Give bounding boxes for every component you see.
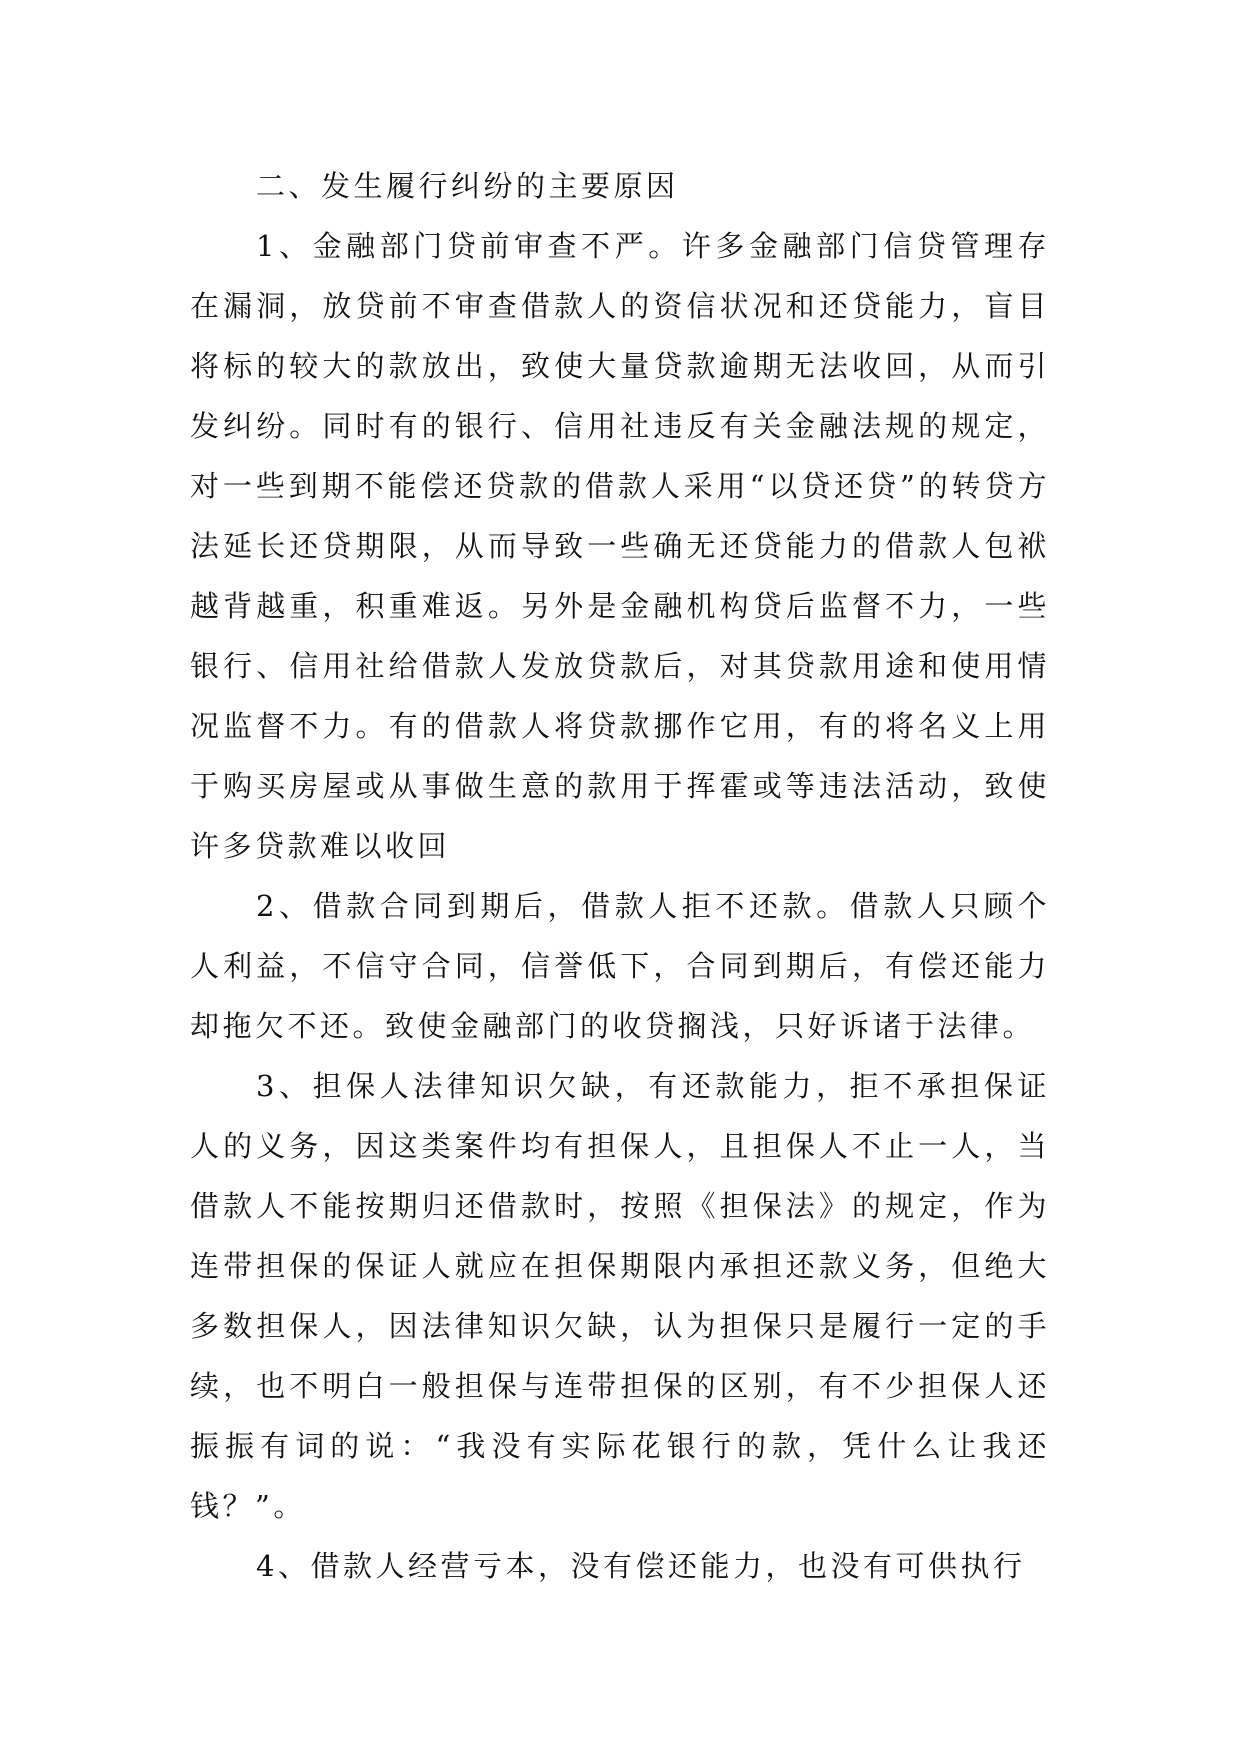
paragraph-4: 4、借款人经营亏本，没有偿还能力，也没有可供执行 — [256, 1549, 1026, 1583]
document-body — [190, 156, 1050, 1596]
section-heading: 二、发生履行纠纷的主要原因 — [256, 169, 679, 203]
paragraph-2: 2、借款合同到期后，借款人拒不还款。借款人只顾个人利益，不信守合同，信誉低下，合同到期后，有偿还能力却拖欠不还。致使金融部门的收贷搁浅，只好诉诸于法律。 — [190, 889, 1050, 1043]
paragraph-3: 3、担保人法律知识欠缺，有还款能力，拒不承担保证人的义务，因这类案件均有担保人，且担保人不止一人，当借款人不能按期归还借款时，按照《担保法》的规定，作为连带担保的保证人就应在担保期限内承担还款义务，但绝大多数担保人，因法律知识欠缺，认为担保只是履行一定的手续，也不明白一般担保与连带担保的区别，有不少担保人还振振有词的说：“我没有实际花银行的款，凭什么让我还钱？”。 — [190, 1069, 1050, 1523]
paragraph-1: 1、金融部门贷前审查不严。许多金融部门信贷管理存在漏洞，放贷前不审查借款人的资信状况和还贷能力，盲目将标的较大的款放出，致使大量贷款逾期无法收回，从而引发纠纷。同时有的银行、信用社违反有关金融法规的规定，对一些到期不能偿还贷款的借款人采用“以贷还贷”的转贷方法延长还贷期限，从而导致一些确无还贷能力的借款人包袱越背越重，积重难返。另外是金融机构贷后监督不力，一些银行、信用社给借款人发放贷款后，对其贷款用途和使用情况监督不力。有的借款人将贷款挪作它用，有的将名义上用于购买房屋或从事做生意的款用于挥霍或等违法活动，致使许多贷款难以收回 — [190, 229, 1050, 863]
